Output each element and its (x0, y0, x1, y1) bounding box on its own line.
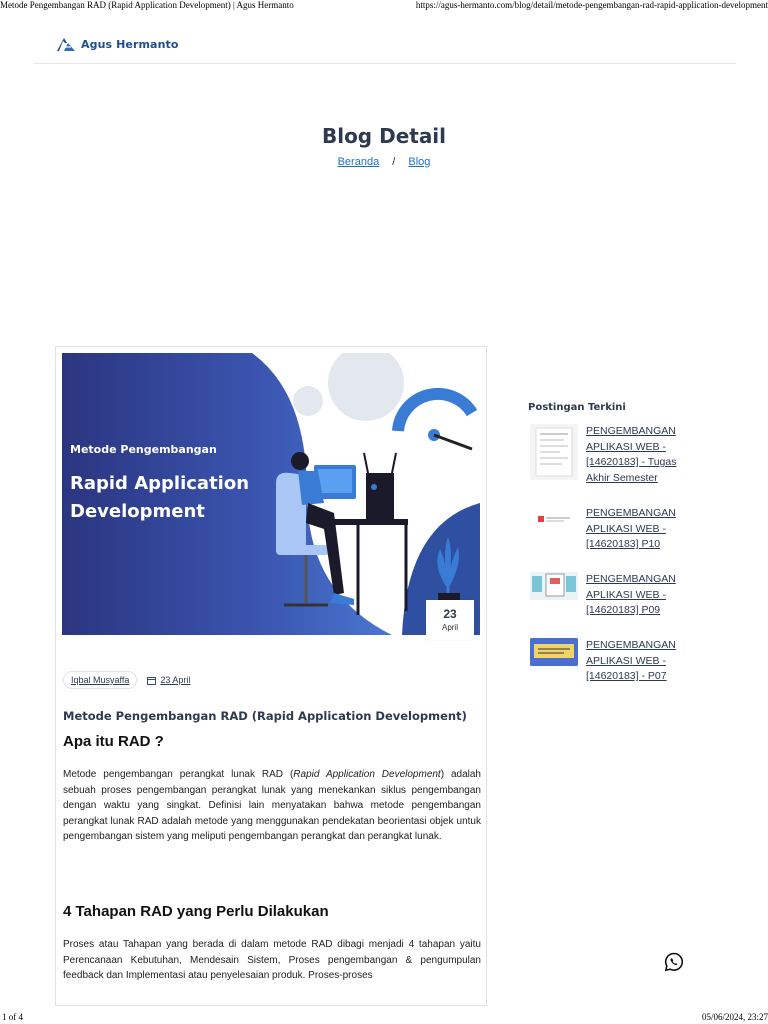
print-footer (0, 1012, 768, 1024)
section-heading-stages: 4 Tahapan RAD yang Perlu Dilakukan (63, 903, 329, 920)
recent-post-thumbnail[interactable] (530, 638, 578, 666)
recent-post-item[interactable] (530, 572, 690, 619)
recent-post-link[interactable]: PENGEMBANGAN APLIKASI WEB - [14620183] - P07 (586, 639, 676, 682)
post-card (55, 346, 487, 1006)
logo-text: Agus Hermanto (81, 37, 179, 51)
breadcrumb-blog-link[interactable]: Blog (408, 156, 431, 168)
image-line1: Metode Pengembangan (70, 443, 217, 456)
print-timestamp: 05/06/2024, 23:27 (701, 1012, 768, 1022)
image-line3: Development (70, 501, 205, 522)
date-badge-day: 23 (443, 607, 457, 621)
site-navbar (34, 30, 736, 64)
whatsapp-icon (664, 952, 684, 972)
recent-post-thumbnail[interactable] (530, 572, 578, 600)
calendar-icon (147, 676, 156, 685)
print-url: https://agus-hermanto.com/blog/detail/metode-pengembangan-rad-rapid-application-development (415, 0, 768, 10)
breadcrumb-home-link[interactable]: Beranda (337, 156, 380, 168)
emphasis-rad: Rapid Application Development (293, 769, 441, 780)
breadcrumb-separator: / (392, 156, 396, 168)
recent-post-thumbnail[interactable] (530, 506, 578, 534)
recent-post-link[interactable]: PENGEMBANGAN APLIKASI WEB - [14620183] P09 (586, 573, 676, 616)
post-feature-image (62, 353, 480, 635)
recent-post-thumbnail[interactable] (530, 424, 578, 480)
rad-illustration (62, 353, 480, 635)
recent-post-link[interactable]: PENGEMBANGAN APLIKASI WEB - [14620183] P10 (586, 507, 676, 550)
recent-post-item[interactable] (530, 424, 690, 486)
print-page-title: Metode Pengembangan RAD (Rapid Application Development) | Agus Hermanto (0, 0, 294, 10)
recent-post-item[interactable] (530, 638, 690, 685)
mountain-a-icon (56, 36, 76, 52)
page-title: Blog Detail (321, 124, 447, 148)
post-date-text: 23 April (160, 675, 191, 685)
recent-post-link[interactable]: PENGEMBANGAN APLIKASI WEB - [14620183] - Tugas Akhir Semester (586, 425, 677, 484)
date-badge-month: April (441, 623, 458, 632)
print-page-indicator: 1 of 4 (2, 1012, 23, 1022)
author-link[interactable]: Iqbal Musyaffa (63, 671, 137, 689)
sidebar-title: Postingan Terkini (528, 402, 626, 413)
post-date-link[interactable] (147, 675, 190, 685)
whatsapp-button[interactable] (664, 952, 684, 972)
post-title: Metode Pengembangan RAD (Rapid Application Development) (63, 709, 467, 723)
site-logo[interactable] (56, 36, 179, 52)
post-meta (63, 671, 190, 689)
section-paragraph-1: Metode pengembangan perangkat lunak RAD (Rapid Application Development) adalah sebuah proses pengembangan perangkat lunak yang menekankan siklus pengembangan dengan waktu yang singkat. Definisi lain menyatakan bahwa metode pengembangan perangkat lunak RAD adalah metode yang menggunakan pendekatan beorientasi objek untuk pengembangan sistem yang meliputi pengembangan perangkat dan perangkat lunak. (63, 769, 481, 842)
section-paragraph-2: Proses atau Tahapan yang berada di dalam metode RAD dibagi menjadi 4 tahapan yaitu Perencanaan Kebutuhan, Mendesain Sistem, Proses pengembangan & pengumpulan feedback dan Implementasi atau penyelesaian produk. Proses-proses (63, 939, 481, 981)
image-line2: Rapid Application (70, 473, 250, 494)
post-date-badge (426, 600, 474, 640)
recent-post-item[interactable] (530, 506, 690, 553)
print-header (0, 0, 768, 12)
section-heading-what-is-rad: Apa itu RAD ? (63, 733, 164, 750)
breadcrumb (0, 156, 768, 168)
